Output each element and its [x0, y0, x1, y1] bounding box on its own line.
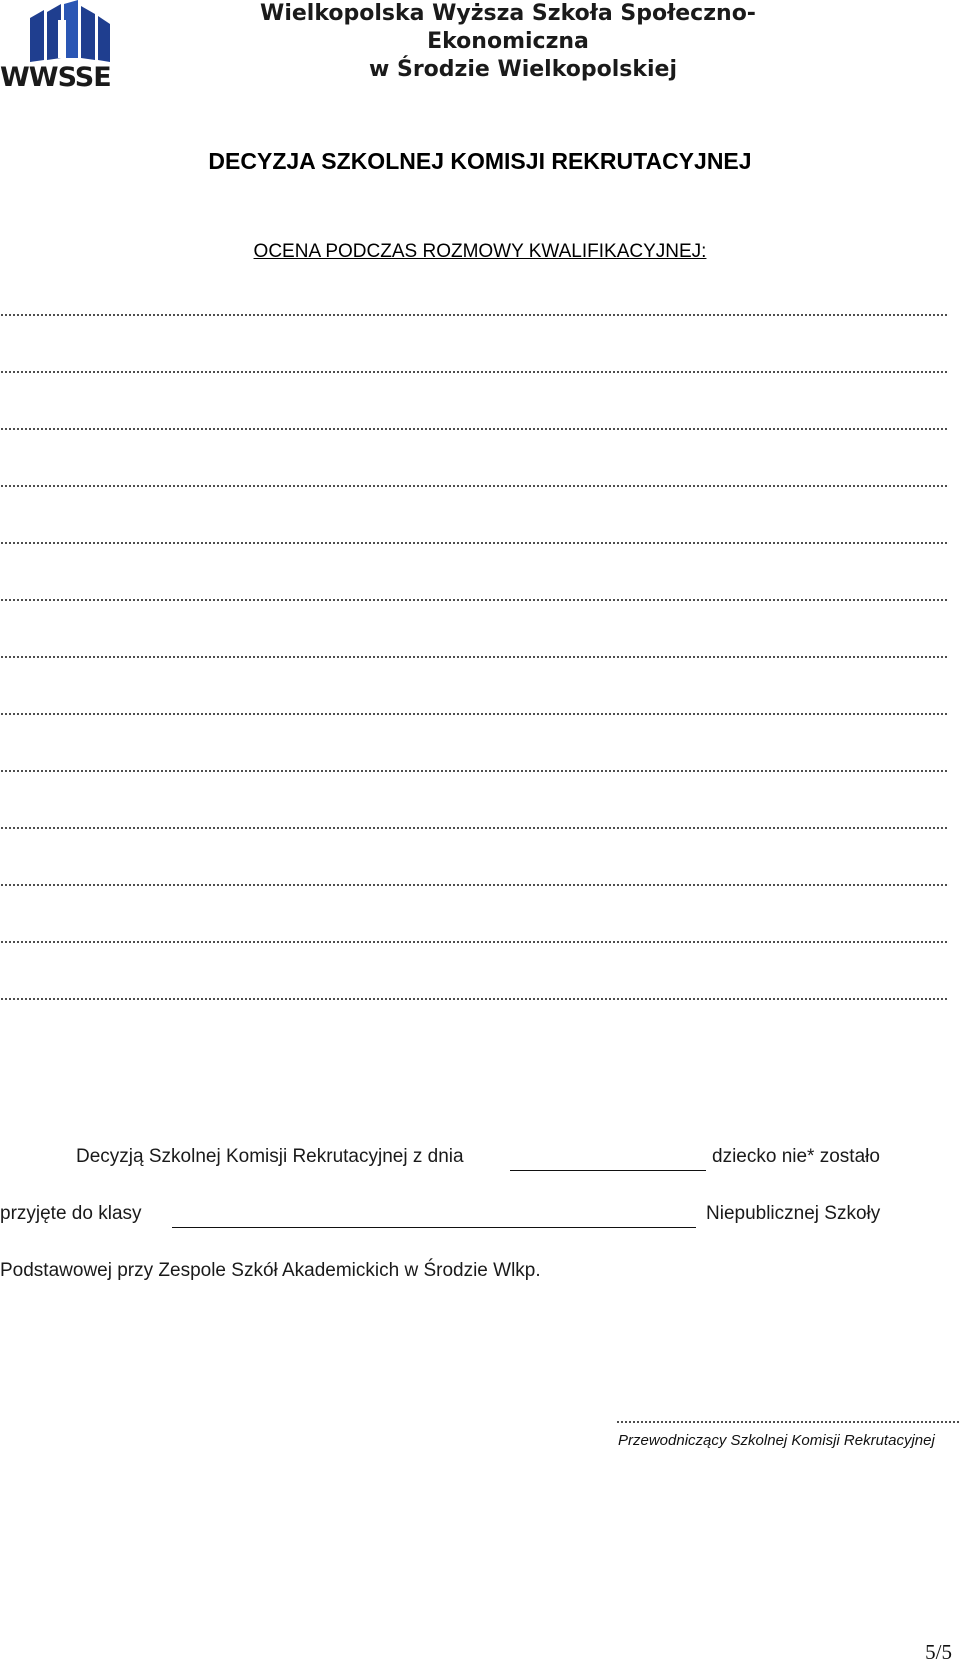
- dotted-line[interactable]: [0, 713, 948, 715]
- dotted-line[interactable]: [0, 656, 948, 658]
- dotted-line[interactable]: [0, 827, 948, 829]
- book-building-logo-icon: [0, 0, 122, 66]
- school-name-line1: Wielkopolska Wyższa Szkoła Społeczno-Ekonomiczna: [260, 1, 756, 54]
- dotted-line[interactable]: [0, 884, 948, 886]
- page-number: 5/5: [925, 1640, 952, 1664]
- dotted-line[interactable]: [0, 314, 948, 316]
- decision-line3: Podstawowej przy Zespole Szkół Akademickich w Środzie Wlkp.: [0, 1260, 541, 1281]
- decision-line2-end: Niepublicznej Szkoły: [706, 1203, 881, 1224]
- dotted-line[interactable]: [0, 998, 948, 1000]
- document-title: DECYZJA SZKOLNEJ KOMISJI REKRUTACYJNEJ: [208, 148, 752, 174]
- decision-line1-start: Decyzją Szkolnej Komisji Rekrutacyjnej z dnia: [76, 1146, 464, 1167]
- dotted-line[interactable]: [0, 485, 948, 487]
- section-subtitle: OCENA PODCZAS ROZMOWY KWALIFIKACYJNEJ:: [253, 241, 707, 262]
- dotted-line[interactable]: [0, 428, 948, 430]
- class-blank[interactable]: [172, 1227, 696, 1228]
- date-blank[interactable]: [510, 1170, 706, 1171]
- decision-line1-end: dziecko nie* zostało: [712, 1146, 880, 1167]
- dotted-line[interactable]: [0, 542, 948, 544]
- signature-line[interactable]: [616, 1421, 959, 1423]
- dotted-line[interactable]: [0, 941, 948, 943]
- decision-line2-start: przyjęte do klasy: [0, 1203, 142, 1224]
- signature-label: Przewodniczący Szkolnej Komisji Rekrutacyjnej: [618, 1432, 935, 1449]
- dotted-line[interactable]: [0, 599, 948, 601]
- school-name-line2: w Środzie Wielkopolskiej: [368, 57, 678, 82]
- logo-text: WWSSE: [0, 62, 111, 93]
- school-logo: [0, 0, 122, 92]
- dotted-line[interactable]: [0, 770, 948, 772]
- school-name: [238, 0, 778, 84]
- dotted-line[interactable]: [0, 371, 948, 373]
